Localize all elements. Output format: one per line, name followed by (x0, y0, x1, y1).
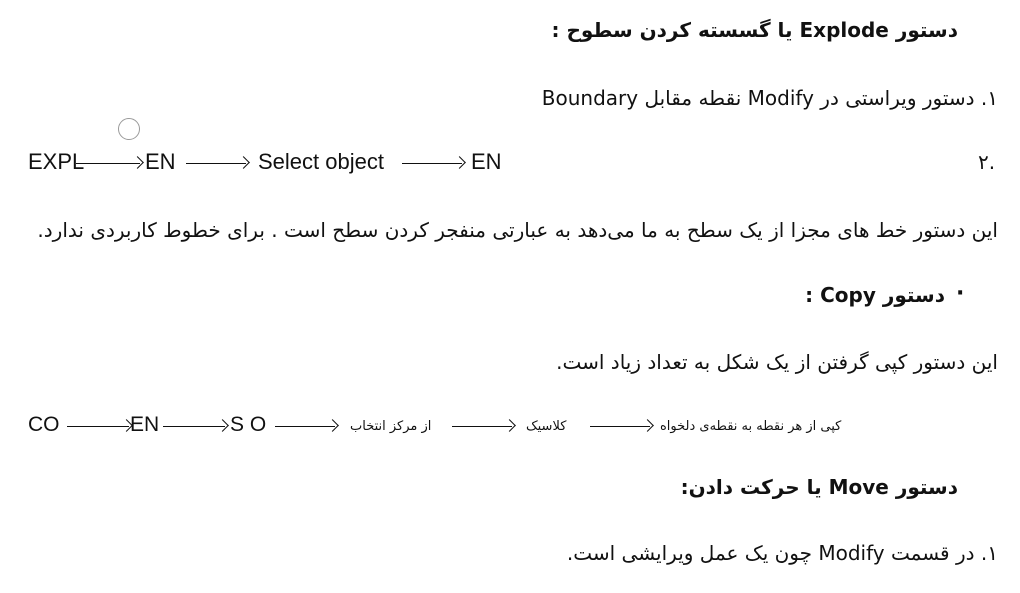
explode-description: این دستور خط های مجزا از یک سطح به ما می‌دهد به عبارتی منفجر کردن سطح است . برای خطوط کاربردی ندارد. (37, 218, 998, 242)
flow-arrow-icon (163, 426, 225, 427)
copy-heading: دستور Copy : (805, 283, 945, 307)
explode-heading: دستور Explode یا گسسته کردن سطوح : (551, 18, 958, 42)
flow-arrow-icon (67, 426, 129, 427)
flow-step-expl: EXPL (28, 149, 85, 174)
flow-arrow-icon (590, 426, 650, 427)
flow-arrow-icon (76, 163, 140, 164)
move-item-1: ۱. در قسمت Modify چون یک عمل ویرایشی است. (566, 541, 998, 565)
flow-arrow-icon (275, 426, 335, 427)
flow-step-en: EN (130, 413, 160, 436)
flow-arrow-icon (186, 163, 246, 164)
move-heading: دستور Move یا حرکت دادن: (680, 475, 958, 499)
flow-step-en: EN (145, 149, 176, 174)
flow-step-classic: کلاسیک (526, 419, 567, 434)
copy-bullet: · (956, 281, 965, 306)
flow-step-so: S O (230, 413, 267, 436)
flow-step-co: CO (28, 413, 60, 436)
explode-item-2-number: ۲. (978, 150, 996, 174)
flow-step-any-point: کپی از هر نقطه به نقطه‌ی دلخواه (660, 419, 842, 434)
explode-item-1: ۱. دستور ویراستی در Modify نقطه مقابل Boundary (541, 86, 998, 110)
flow-step-en: EN (471, 149, 502, 174)
flow-step-select-object: Select object (258, 149, 384, 174)
flow-arrow-icon (402, 163, 462, 164)
copy-description: این دستور کپی گرفتن از یک شکل به تعداد زیاد است. (556, 350, 998, 374)
circle-cursor-icon (118, 118, 140, 140)
flow-step-from-center: از مرکز انتخاب (350, 419, 432, 434)
flow-arrow-icon (452, 426, 512, 427)
